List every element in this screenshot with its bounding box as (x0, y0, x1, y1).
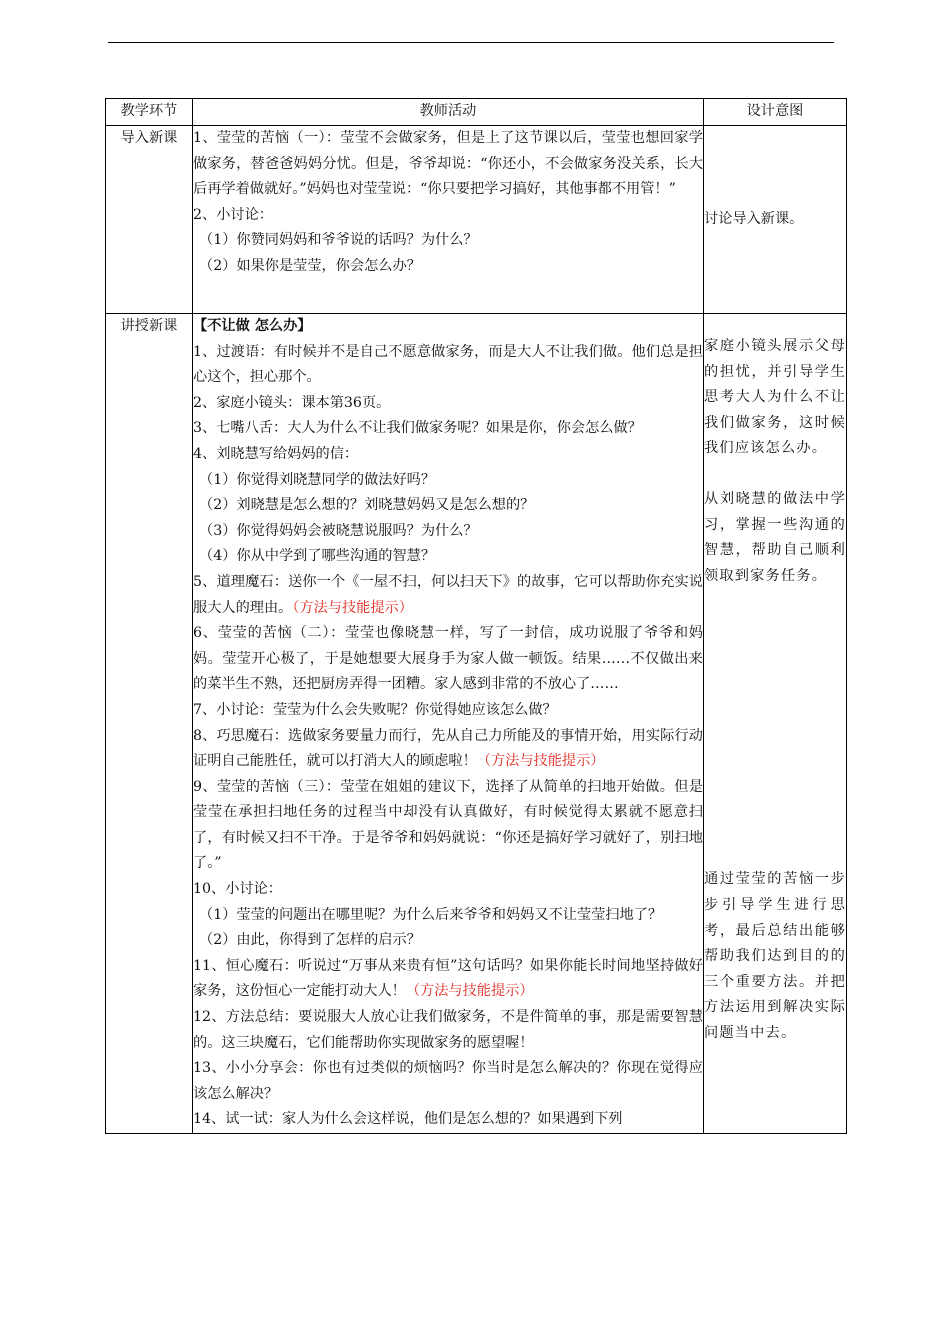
intent-cell (704, 314, 847, 1134)
activity-item: （2）如果你是莹莹，你会怎么办？ (199, 257, 421, 274)
section-title: 【不让做 怎么办】 (193, 318, 312, 334)
activity-item: 10、小讨论： (193, 881, 282, 898)
intent-cell (704, 126, 847, 314)
header-design-intent: 设计意图 (704, 99, 847, 126)
activity-item: 13、小小分享会：你也有过类似的烦恼吗？你当时是怎么解决的？你现在觉得应该怎么解决？ (193, 1060, 703, 1102)
activity-item (193, 724, 703, 775)
activity-item: （4）你从中学到了哪些沟通的智慧？ (199, 548, 436, 565)
activity-item: 4、刘晓慧写给妈妈的信： (193, 445, 359, 462)
activity-item: （2）由此，你得到了怎样的启示？ (199, 932, 421, 949)
activity-item: 6、莹莹的苦恼（二）：莹莹也像晓慧一样，写了一封信，成功说服了爷爷和妈妈。莹莹开心极了，于是她想要大展身手为家人做一顿饭。结果……不仅做出来的菜半生不熟，还把厨房弄得一团糟。家人感到非常的不放心了…… (193, 625, 703, 693)
header-stage: 教学环节 (106, 99, 193, 126)
lesson-plan-table (105, 98, 847, 1134)
header-teacher-activity: 教师活动 (193, 99, 704, 126)
intent-text: 通过莹莹的苦恼一步步引导学生进行思考，最后总结出能够帮助我们达到目的的三个重要方法。并把方法运用到解决实际问题当中去。 (704, 871, 846, 1041)
activity-text: 11、恒心魔石：听说过“万事从来贵有恒”这句话吗？如果你能长时间地坚持做好家务，这份恒心一定能打动大人！ (193, 957, 703, 1000)
activity-item: （3）你觉得妈妈会被晓慧说服吗？为什么？ (199, 522, 478, 539)
activity-item: 1、过渡语：有时候并不是自己不愿意做家务，而是大人不让我们做。他们总是担心这个，担心那个。 (193, 343, 703, 386)
activity-item: 7、小讨论：莹莹为什么会失败呢？你觉得她应该怎么做？ (193, 701, 557, 718)
table-header-row (106, 99, 847, 126)
activity-text: 5、道理魔石：送你一个《一屋不扫，何以扫天下》的故事，它可以帮助你充实说服大人的理由。 (193, 573, 703, 616)
activity-item: 1、莹莹的苦恼（一）：莹莹不会做家务，但是上了这节课以后，莹莹也想回家学做家务，替爸爸妈妈分忧。但是，爷爷却说：“你还小，不会做家务没关系，长大后再学着做就好。”妈妈也对莹莹说：“你只要把学习搞好，其他事都不用管！” (193, 130, 703, 198)
activity-item: 12、方法总结：要说服大人放心让我们做家务，不是件简单的事，那是需要智慧的。这三块魔石，它们能帮助你实现做家务的愿望喔！ (193, 1009, 703, 1051)
activity-item (193, 954, 703, 1005)
activity-cell (193, 126, 704, 314)
activity-item: 2、小讨论： (193, 206, 273, 223)
hint-label: （方法与技能提示） (405, 983, 534, 1000)
table-row (106, 314, 847, 1134)
intent-text: 讨论导入新课。 (704, 210, 804, 227)
activity-item: 14、试一试：家人为什么会这样说，他们是怎么想的？如果遇到下列 (193, 1111, 623, 1128)
activity-item (193, 570, 703, 621)
stage-cell: 导入新课 (106, 126, 193, 314)
hint-label: （方法与技能提示） (476, 753, 605, 770)
activity-item: （1）你赞同妈妈和爷爷说的话吗？为什么？ (199, 232, 478, 249)
stage-cell: 讲授新课 (106, 314, 193, 1134)
table-row (106, 126, 847, 314)
activity-item: （1）你觉得刘晓慧同学的做法好吗？ (199, 471, 436, 488)
intent-text: 从刘晓慧的做法中学习，掌握一些沟通的智慧，帮助自己顺利领取到家务任务。 (704, 490, 846, 584)
activity-item: 2、家庭小镜头：课本第36页。 (193, 394, 391, 411)
activity-item: （2）刘晓慧是怎么想的？刘晓慧妈妈又是怎么想的？ (199, 497, 535, 514)
activity-item: 9、莹莹的苦恼（三）：莹莹在姐姐的建议下，选择了从简单的扫地开始做。但是莹莹在承担扫地任务的过程当中却没有认真做好，有时候觉得太累就不愿意扫了，有时候又扫不干净。于是爷爷和妈妈就说：“你还是搞好学习就好了，别扫地了。” (193, 778, 703, 872)
activity-item: （1）莹莹的问题出在哪里呢？为什么后来爷爷和妈妈又不让莹莹扫地了？ (199, 906, 663, 923)
activity-cell (193, 314, 704, 1134)
hint-label: （方法与技能提示） (292, 599, 413, 616)
activity-item: 3、七嘴八舌：大人为什么不让我们做家务呢？如果是你，你会怎么做？ (193, 420, 642, 437)
activity-text: 8、巧思魔石：选做家务要量力而行，先从自己力所能及的事情开始，用实际行动证明自己能胜任，就可以打消大人的顾虑啦！ (193, 727, 703, 770)
header-rule (108, 42, 834, 43)
intent-text: 家庭小镜头展示父母的担忧，并引导学生思考大人为什么不让我们做家务，这时候我们应该怎么办。 (704, 338, 846, 457)
